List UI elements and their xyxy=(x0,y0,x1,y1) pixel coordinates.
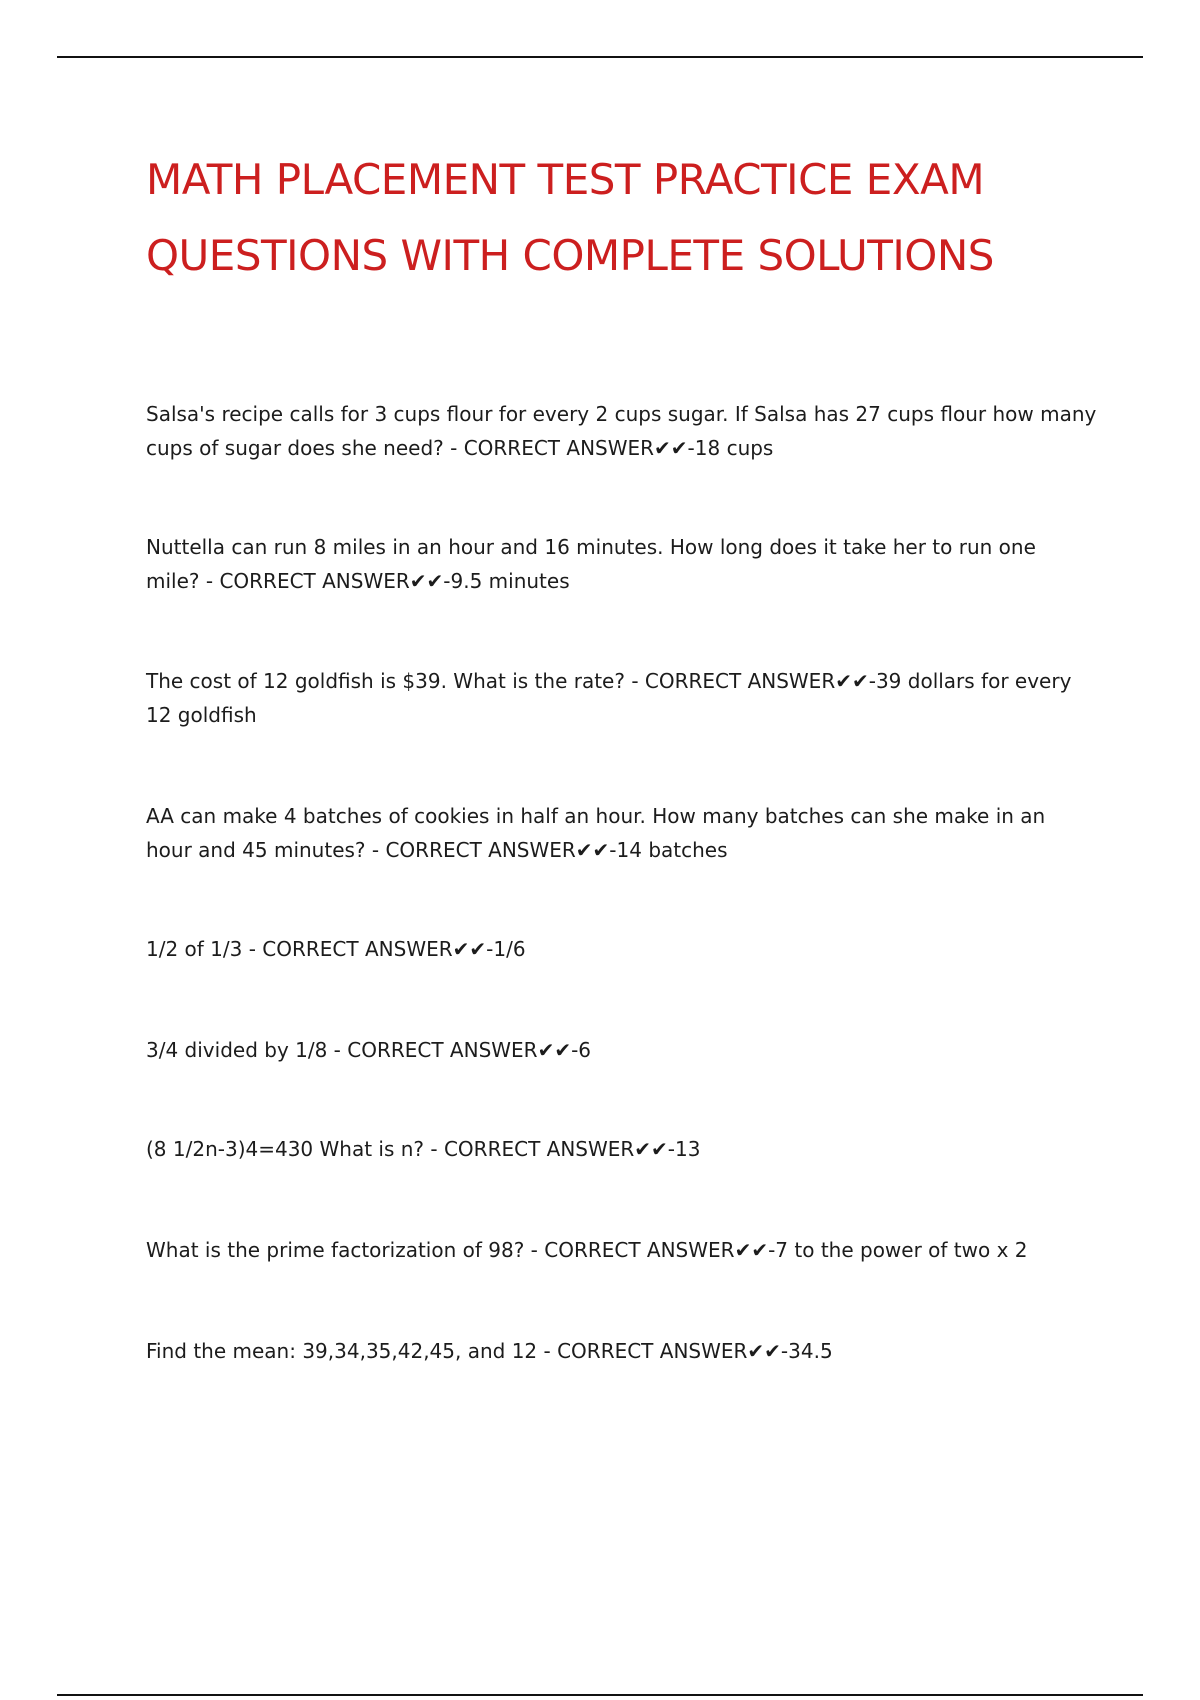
question-item-2 xyxy=(146,530,1086,598)
question-item-9-line-1: Find the mean: 39,34,35,42,45, and 12 - CORRECT ANSWER✔✔-34.5 xyxy=(146,1339,833,1363)
bottom-rule xyxy=(57,1694,1143,1696)
question-item-5 xyxy=(146,932,1086,966)
question-item-2-line-2: mile? - CORRECT ANSWER✔✔-9.5 minutes xyxy=(146,569,570,593)
top-rule xyxy=(57,56,1143,58)
question-item-4-line-2: hour and 45 minutes? - CORRECT ANSWER✔✔-14 batches xyxy=(146,838,728,862)
question-item-3 xyxy=(146,664,1086,732)
question-item-1-line-2: cups of sugar does she need? - CORRECT ANSWER✔✔-18 cups xyxy=(146,436,774,460)
question-item-9 xyxy=(146,1334,1086,1368)
question-item-6-line-1: 3/4 divided by 1/8 - CORRECT ANSWER✔✔-6 xyxy=(146,1038,592,1062)
question-item-8-line-1: What is the prime factorization of 98? - CORRECT ANSWER✔✔-7 to the power of two x 2 xyxy=(146,1238,1028,1262)
question-item-6 xyxy=(146,1033,1086,1067)
question-item-4 xyxy=(146,799,1086,867)
question-item-5-line-1: 1/2 of 1/3 - CORRECT ANSWER✔✔-1/6 xyxy=(146,937,526,961)
question-item-8 xyxy=(146,1233,1086,1267)
question-item-1 xyxy=(146,397,1097,465)
question-item-7-line-1: (8 1/2n-3)4=430 What is n? - CORRECT ANSWER✔✔-13 xyxy=(146,1137,701,1161)
question-item-2-line-1: Nuttella can run 8 miles in an hour and 16 minutes. How long does it take her to run one xyxy=(146,535,1036,559)
question-item-3-line-2: 12 goldfish xyxy=(146,703,257,727)
title-line-2: QUESTIONS WITH COMPLETE SOLUTIONS xyxy=(146,231,994,280)
question-item-1-line-1: Salsa's recipe calls for 3 cups flour for every 2 cups sugar. If Salsa has 27 cups flour how many xyxy=(146,402,1097,426)
title-line-1: MATH PLACEMENT TEST PRACTICE EXAM xyxy=(146,155,985,204)
question-item-7 xyxy=(146,1132,1086,1166)
question-item-3-line-1: The cost of 12 goldfish is $39. What is the rate? - CORRECT ANSWER✔✔-39 dollars for every xyxy=(146,669,1072,693)
question-item-4-line-1: AA can make 4 batches of cookies in half an hour. How many batches can she make in an xyxy=(146,804,1046,828)
document-title xyxy=(146,142,1106,294)
